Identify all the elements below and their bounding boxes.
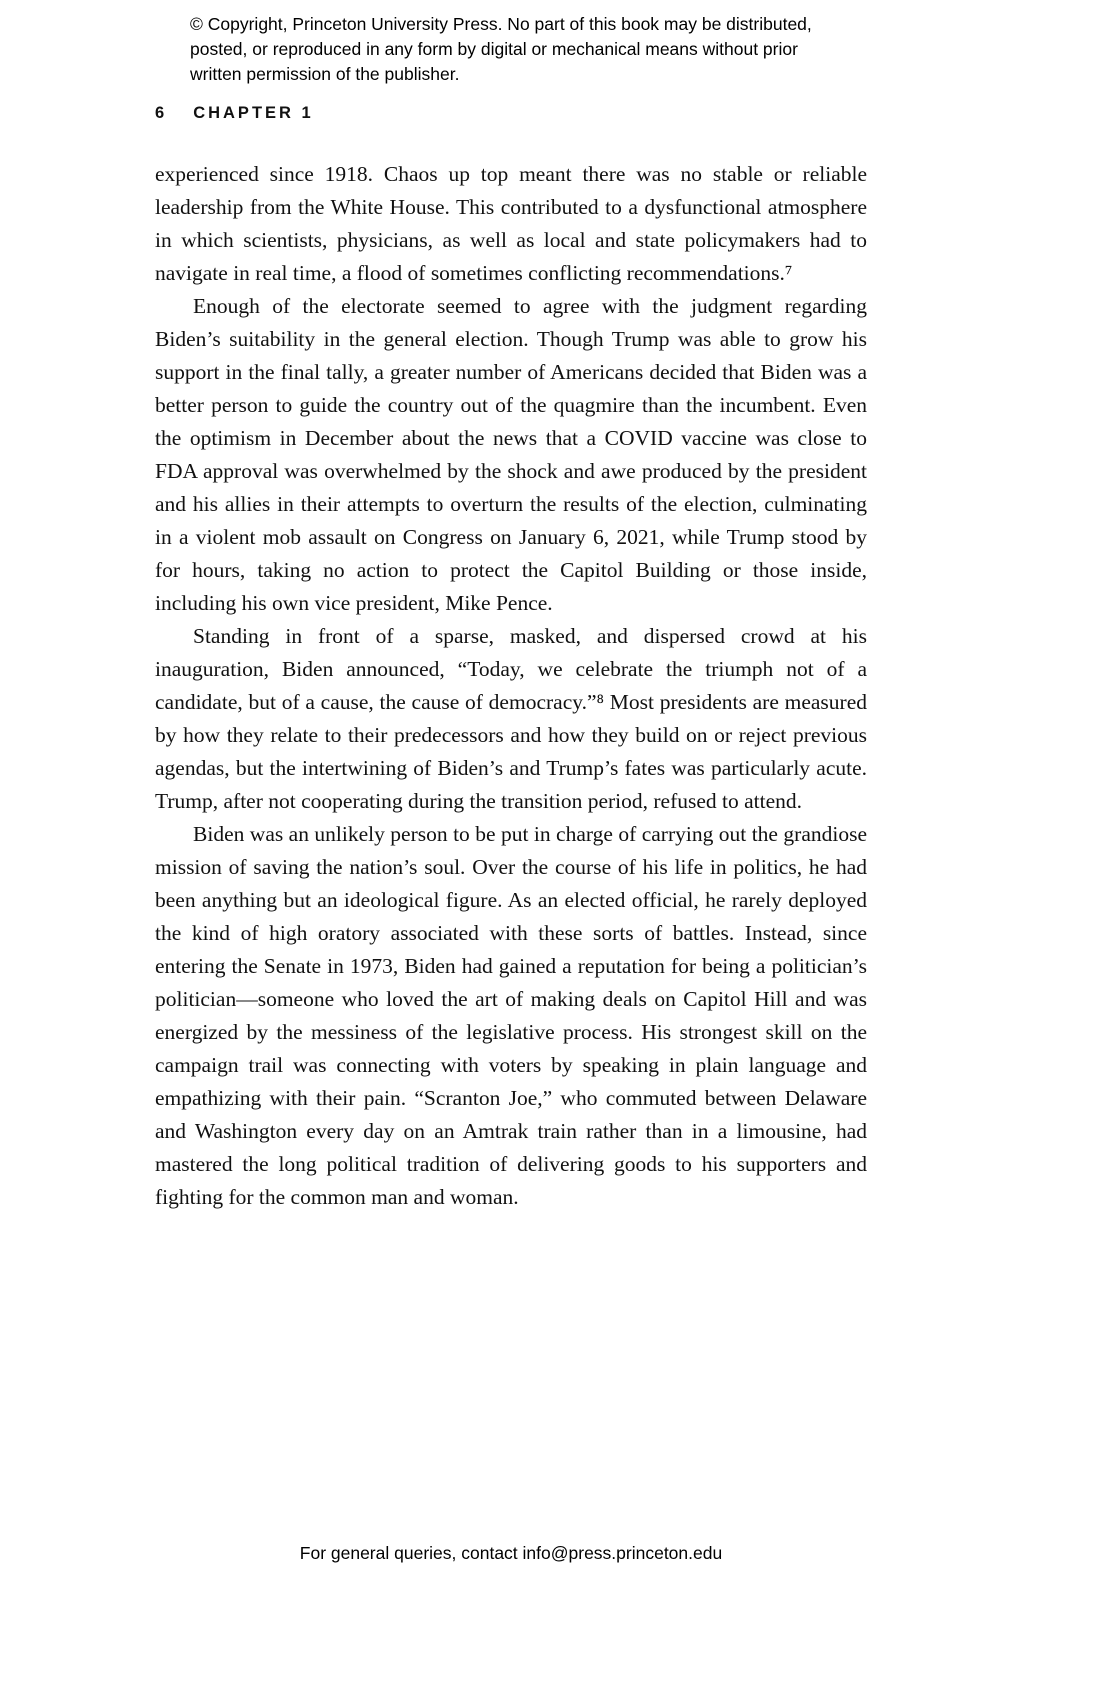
footer-queries-line: For general queries, contact info@press.princeton.edu xyxy=(299,1543,723,1563)
chapter-label: CHAPTER 1 xyxy=(193,104,314,122)
paragraph-4: Biden was an unlikely person to be put in charge of carrying out the grandiose mission of saving the nation’s soul. Over the course of his life in politics, he had been anything but an ideological figure. As an elected official, he rarely deployed the kind of high oratory associated with these sorts of battles. Instead, since entering the Senate in 1973, Biden had gained a reputation for being a politician’s politician—someone who loved the art of making deals on Capitol Hill and was energized by the messiness of the legislative process. His strongest skill on the campaign trail was connecting with voters by speaking in plain language and empathizing with their pain. “Scranton Joe,” who commuted between Delaware and Washington every day on an Amtrak train rather than in a limousine, had mastered the long political tradition of delivering goods to his supporters and fighting for the common man and woman. xyxy=(155,822,867,1209)
running-head xyxy=(155,104,314,123)
paragraph-2: Enough of the electorate seemed to agree with the judgment regarding Biden’s suitability in the general election. Though Trump was able to grow his support in the final tally, a greater number of Americans decided that Biden was a better person to guide the country out of the quagmire than the incumbent. Even the optimism in December about the news that a COVID vaccine was close to FDA approval was overwhelmed by the shock and awe produced by the president and his allies in their attempts to overturn the results of the election, culminating in a violent mob assault on Congress on January 6, 2021, while Trump stood by for hours, taking no action to protect the Capitol Building or those inside, including his own vice president, Mike Pence. xyxy=(155,294,867,615)
paragraph-3: Standing in front of a sparse, masked, and dispersed crowd at his inauguration, Biden announced, “Today, we celebrate the triumph not of a candidate, but of a cause, the cause of democracy.”⁸ Most presidents are measured by how they relate to their predecessors and how they build on or reject previous agendas, but the intertwining of Biden’s and Trump’s fates was particularly acute. Trump, after not cooperating during the transition period, refused to attend. xyxy=(155,624,867,813)
page-number: 6 xyxy=(155,104,166,122)
paragraph-1: experienced since 1918. Chaos up top meant there was no stable or reliable leadership from the White House. This contributed to a dysfunctional atmosphere in which scientists, physicians, as well as local and state policymakers had to navigate in real time, a flood of sometimes conflicting recommendations.⁷ xyxy=(155,162,867,285)
body-text xyxy=(155,158,867,1214)
copyright-notice: © Copyright, Princeton University Press. No part of this book may be distributed, posted, or reproduced in any form by digital or mechanical means without prior written permission of the publisher. xyxy=(190,14,812,84)
